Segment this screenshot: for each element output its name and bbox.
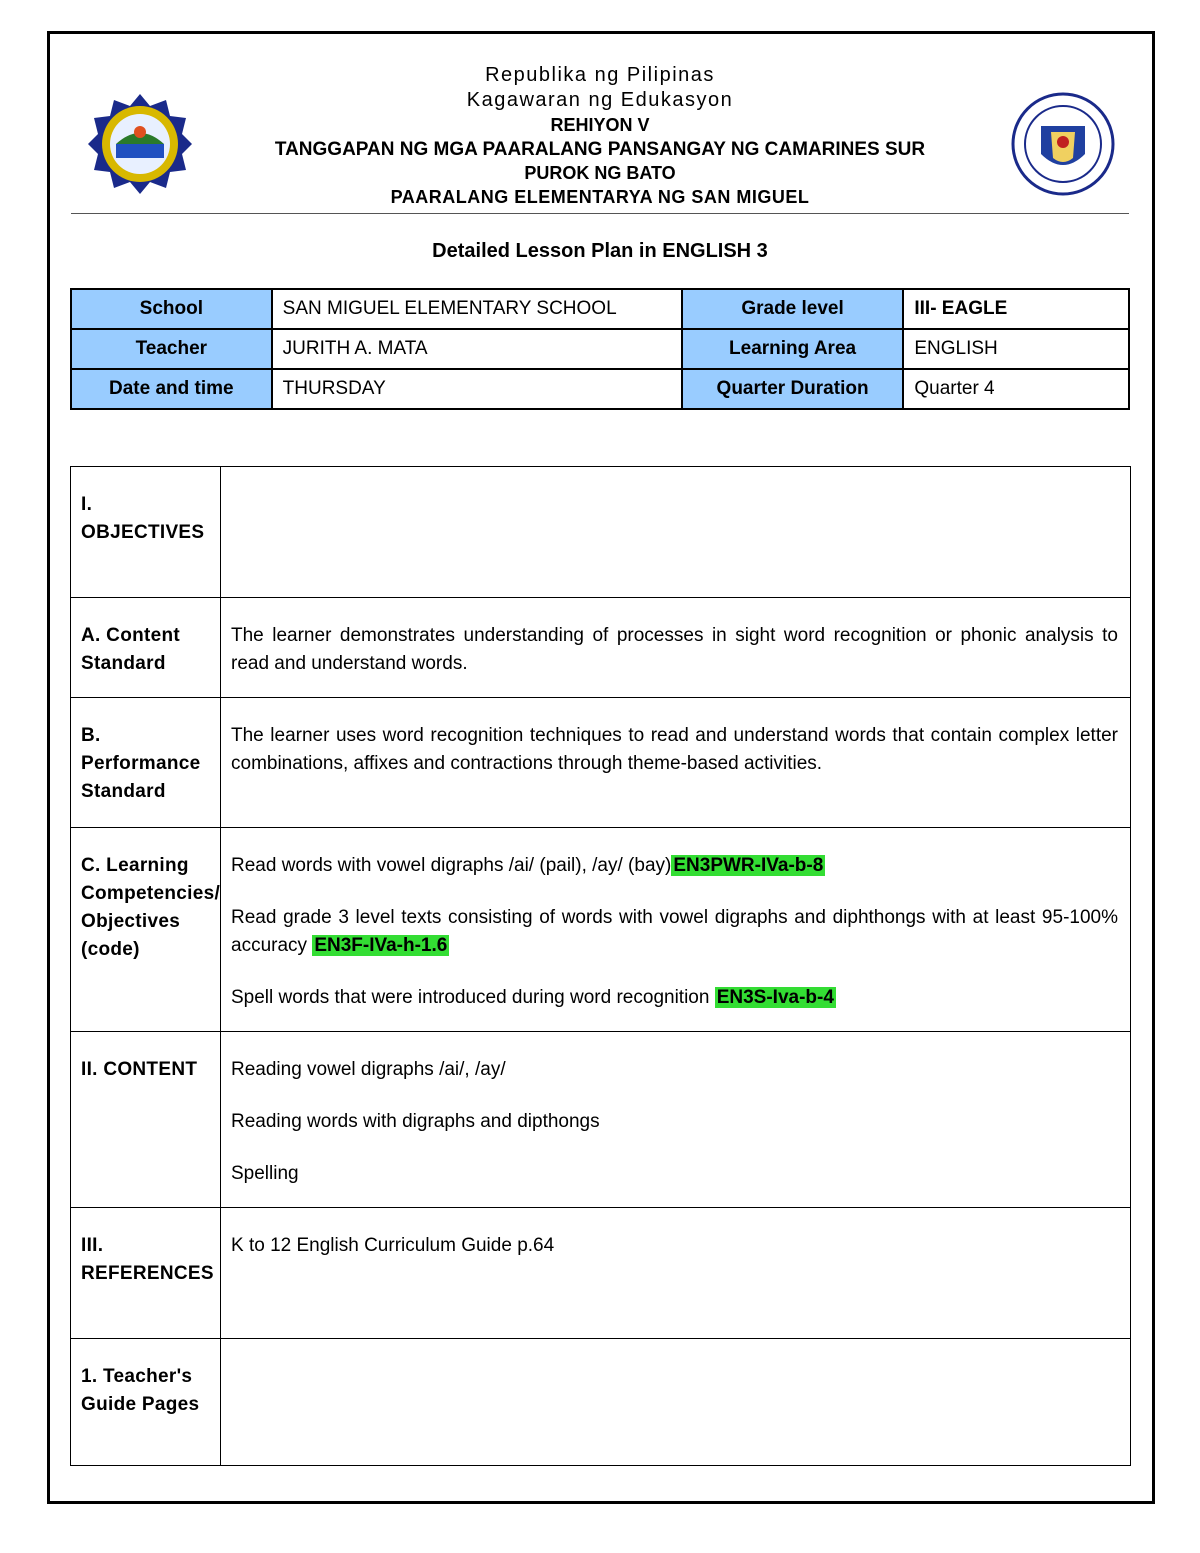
objectives-value (221, 467, 1131, 598)
area-value: ENGLISH (903, 329, 1129, 369)
competencies-label: C. Learning Competencies/ Objectives (code) (71, 828, 221, 1032)
header-region: REHIYON V (550, 115, 650, 135)
row-objectives (71, 467, 1131, 598)
teachers-guide-label: 1. Teacher's Guide Pages (71, 1339, 221, 1466)
date-value: THURSDAY (272, 369, 682, 409)
content-cell (221, 1032, 1131, 1208)
grade-value: III- EAGLE (903, 289, 1129, 329)
competency-2-text: Read grade 3 level texts consisting of words with vowel digraphs and diphthongs with at least 95-100% accuracy (231, 907, 1118, 956)
content-standard-text: The learner demonstrates understanding of processes in sight word recognition or phonic analysis to read and understand words. (221, 598, 1131, 698)
info-row-date (71, 369, 1129, 409)
teachers-guide-value (221, 1339, 1131, 1466)
competency-3-text: Spell words that were introduced during word recognition (231, 987, 710, 1008)
grade-label: Grade level (682, 289, 904, 329)
header-divider (71, 213, 1129, 214)
header-department: Kagawaran ng Edukasyon (466, 89, 734, 111)
school-seal-logo (86, 92, 194, 196)
header-district: PUROK NG BATO (524, 163, 676, 183)
row-teachers-guide (71, 1339, 1131, 1466)
quarter-value: Quarter 4 (903, 369, 1129, 409)
competency-1-code: EN3PWR-IVa-b-8 (673, 855, 824, 876)
competency-2-code: EN3F-IVa-h-1.6 (314, 935, 448, 956)
row-content-standard (71, 598, 1131, 698)
info-row-teacher (71, 329, 1129, 369)
content-standard-label: A. Content Standard (71, 598, 221, 698)
row-performance-standard (71, 698, 1131, 828)
date-label: Date and time (71, 369, 272, 409)
teacher-label: Teacher (71, 329, 272, 369)
document-title: Detailed Lesson Plan in ENGLISH 3 (432, 240, 768, 262)
competency-3 (231, 984, 1118, 1012)
header-republic: Republika ng Pilipinas (485, 64, 715, 86)
quarter-label: Quarter Duration (682, 369, 904, 409)
competency-2 (231, 904, 1118, 960)
content-label: II. CONTENT (71, 1032, 221, 1208)
performance-standard-text: The learner uses word recognition techniques to read and understand words that contain complex letter combinations, affixes and contractions through theme-based activities. (221, 698, 1131, 828)
content-item-2: Reading words with digraphs and dipthongs (231, 1111, 600, 1132)
teacher-value: JURITH A. MATA (272, 329, 682, 369)
references-label: III. REFERENCES (71, 1208, 221, 1339)
row-content (71, 1032, 1131, 1208)
header-school: PAARALANG ELEMENTARYA NG SAN MIGUEL (390, 187, 810, 207)
competencies-cell (221, 828, 1131, 1032)
row-references (71, 1208, 1131, 1339)
competency-1 (231, 852, 1118, 880)
content-item-3: Spelling (231, 1163, 299, 1184)
row-learning-competencies (71, 828, 1131, 1032)
info-table (70, 288, 1130, 410)
area-label: Learning Area (682, 329, 904, 369)
info-row-school (71, 289, 1129, 329)
content-item-1: Reading vowel digraphs /ai/, /ay/ (231, 1059, 506, 1080)
school-value: SAN MIGUEL ELEMENTARY SCHOOL (272, 289, 682, 329)
lesson-plan-table (70, 466, 1131, 1466)
school-label: School (71, 289, 272, 329)
objectives-label: I. OBJECTIVES (71, 467, 221, 598)
header-division: TANGGAPAN NG MGA PAARALANG PANSANGAY NG CAMARINES SUR (274, 139, 926, 160)
competency-3-code: EN3S-Iva-b-4 (716, 987, 834, 1008)
performance-standard-label: B. Performance Standard (71, 698, 221, 828)
competency-1-text: Read words with vowel digraphs /ai/ (pail), /ay/ (bay) (231, 855, 672, 876)
references-text: K to 12 English Curriculum Guide p.64 (221, 1208, 1131, 1339)
deped-seal-logo (1011, 92, 1115, 196)
